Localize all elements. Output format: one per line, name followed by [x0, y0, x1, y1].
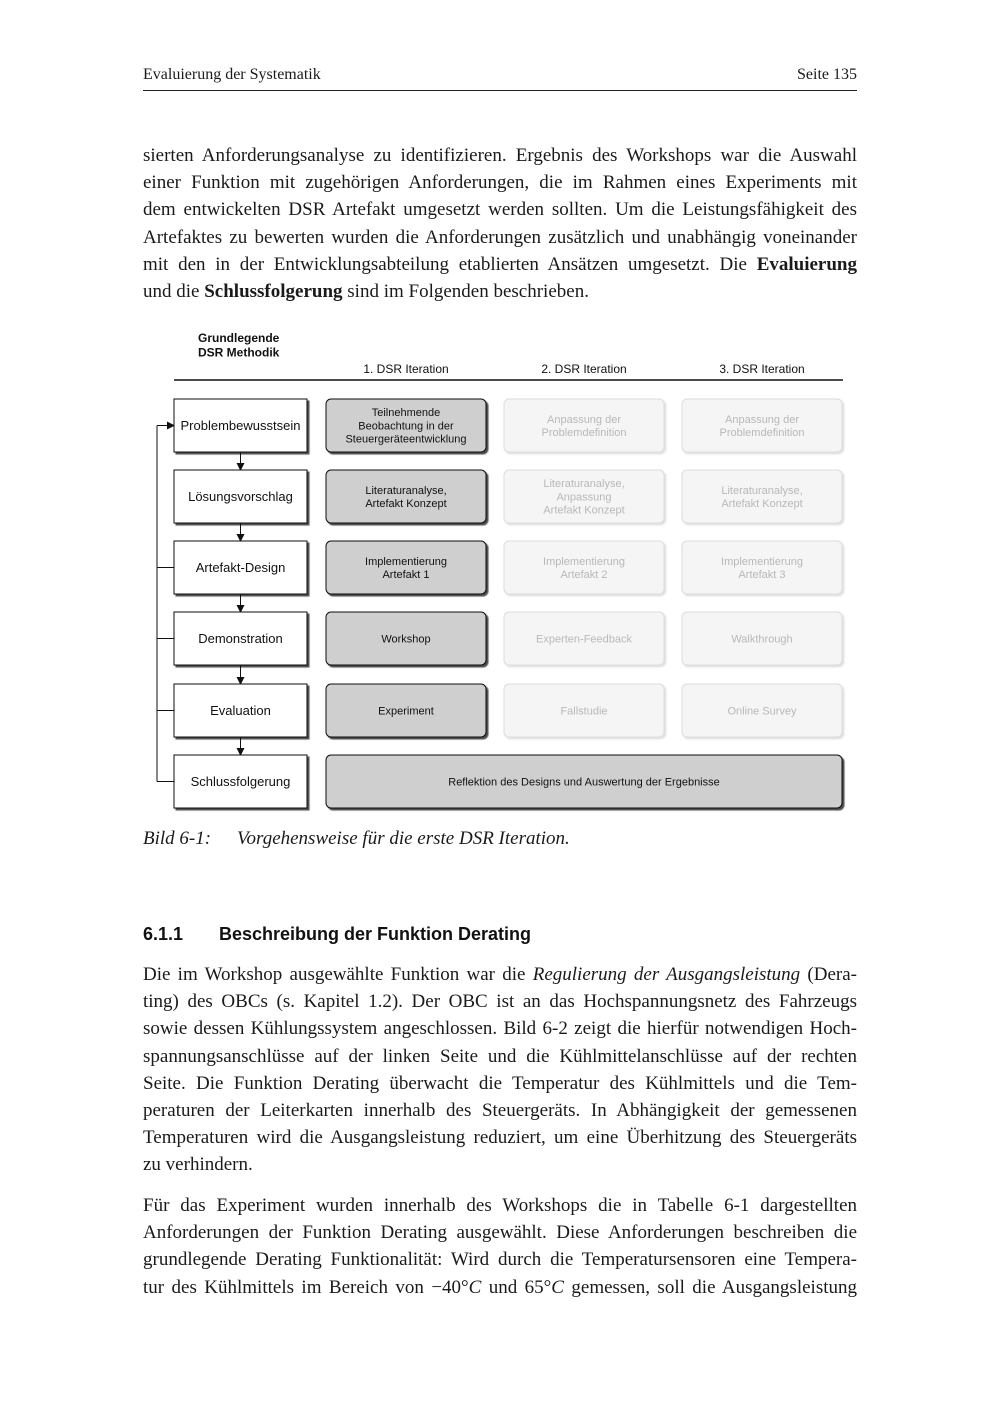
activity-label: Implementierung Artefakt 3 [721, 555, 803, 581]
text-line: Artefaktes zu bewerten wurden die Anforderungen zusätzlich und unabhängig voneinander [143, 226, 857, 248]
text-line: tur des Kühlmittels im Bereich von −40°C und 65°C gemessen, soll die Ausgangsleistung [143, 1276, 857, 1298]
text-line: sierten Anforderungsanalyse zu identifizieren. Ergebnis des Workshops war die Auswahl [143, 145, 857, 166]
activity-label: Walkthrough [731, 633, 793, 646]
method-label: Grundlegende DSR Methodik [198, 331, 280, 360]
caption-text: Vorgehensweise für die erste DSR Iteration. [237, 828, 570, 849]
text-line: Temperaturen wird die Ausgangsleistung reduziert, um eine Überhitzung des Steuergeräts [143, 1127, 857, 1149]
text-line: grundlegende Derating Funktionalität: Wird durch die Temperatursensoren eine Tempera- [143, 1249, 857, 1271]
activity-label: Literaturanalyse, Anpassung Artefakt Konzept [543, 478, 625, 517]
dsr-diagram [143, 326, 857, 816]
text-line: und die Schlussfolgerung sind im Folgenden beschrieben. [143, 281, 589, 303]
activity-label: Literaturanalyse, Artefakt Konzept [365, 484, 447, 510]
page-header [143, 64, 857, 91]
iteration-header: 1. DSR Iteration [363, 362, 449, 377]
body-paragraph-derating [143, 961, 857, 1179]
activity-label: Online Survey [727, 705, 797, 718]
text-line: mit den in der Entwicklungsabteilung etablierten Ansätzen umgesetzt. Die Evaluierung [143, 253, 857, 275]
text-line: einer Funktion mit zugehörigen Anforderungen, die im Rahmen eines Experiments mit [143, 172, 857, 194]
phase-label: Artefakt-Design [195, 560, 286, 576]
phase-label: Problembewusstsein [180, 418, 301, 434]
iteration-header: 3. DSR Iteration [719, 362, 805, 377]
figure-caption [143, 828, 570, 850]
text-line: spannungsanschlüsse auf der linken Seite und die Kühlmittelanschlüsse auf der rechten [143, 1045, 857, 1067]
activity-label: Anpassung der Problemdefinition [719, 413, 805, 439]
text-line: zu verhindern. [143, 1154, 253, 1176]
conclusion-label: Reflektion des Designs und Auswertung der Ergebnisse [448, 776, 720, 789]
activity-label: Anpassung der Problemdefinition [541, 413, 627, 439]
iteration-header: 2. DSR Iteration [541, 362, 627, 377]
activity-label: Workshop [381, 633, 431, 646]
text-line: sowie dessen Kühlungssystem angeschlossen. Bild 6-2 zeigt die hierfür notwendigen Hoch- [143, 1018, 857, 1040]
bold-term-evaluierung: Evaluierung [756, 253, 857, 275]
text-line: Die im Workshop ausgewählte Funktion war die Regulierung der Ausgangsleistung (Dera- [143, 964, 857, 985]
body-paragraph-experiment [143, 1192, 857, 1301]
section-title: Beschreibung der Funktion Derating [219, 924, 532, 944]
chapter-title: Evaluierung der Systematik [143, 66, 321, 83]
text-line: peraturen der Leiterkarten innerhalb des Steuergeräts. In Abhängigkeit der gemessenen [143, 1100, 857, 1122]
activity-label: Teilnehmende Beobachtung in der Steuergeräteentwicklung [345, 407, 467, 446]
caption-number: Bild 6-1: [143, 828, 212, 849]
text-line: dem entwickelten DSR Artefakt umgesetzt werden sollten. Um die Leistungsfähigkeit des [143, 199, 857, 221]
activity-label: Implementierung Artefakt 1 [365, 555, 447, 581]
phase-label: Demonstration [198, 631, 283, 647]
italic-term: Regulierung der Ausgangsleistung [532, 964, 801, 985]
dsr-process-figure [143, 326, 857, 816]
bold-term-schlussfolgerung: Schlussfolgerung [204, 281, 343, 303]
activity-label: Experiment [378, 705, 434, 718]
activity-label: Literaturanalyse, Artefakt Konzept [721, 484, 803, 510]
text-line: ting) des OBCs (s. Kapitel 1.2). Der OBC ist an das Hochspannungsnetz des Fahrzeugs [143, 991, 857, 1013]
activity-label: Implementierung Artefakt 2 [543, 555, 625, 581]
activity-label: Experten-Feedback [536, 633, 632, 646]
page-number: Seite 135 [797, 66, 857, 83]
phase-label: Lösungsvorschlag [188, 489, 293, 505]
intro-paragraph [143, 142, 857, 305]
text-line: Anforderungen der Funktion Derating ausgewählt. Diese Anforderungen beschreiben die [143, 1222, 857, 1244]
text-line: Seite. Die Funktion Derating überwacht die Temperatur des Kühlmittels und die Tem- [143, 1072, 857, 1094]
activity-label: Fallstudie [560, 705, 608, 718]
phase-label: Evaluation [210, 703, 271, 719]
text-line: Für das Experiment wurden innerhalb des Workshops die in Tabelle 6-1 dargestellten [143, 1195, 857, 1216]
phase-label: Schlussfolgerung [190, 774, 291, 790]
section-heading [143, 924, 531, 945]
section-number: 6.1.1 [143, 924, 184, 944]
